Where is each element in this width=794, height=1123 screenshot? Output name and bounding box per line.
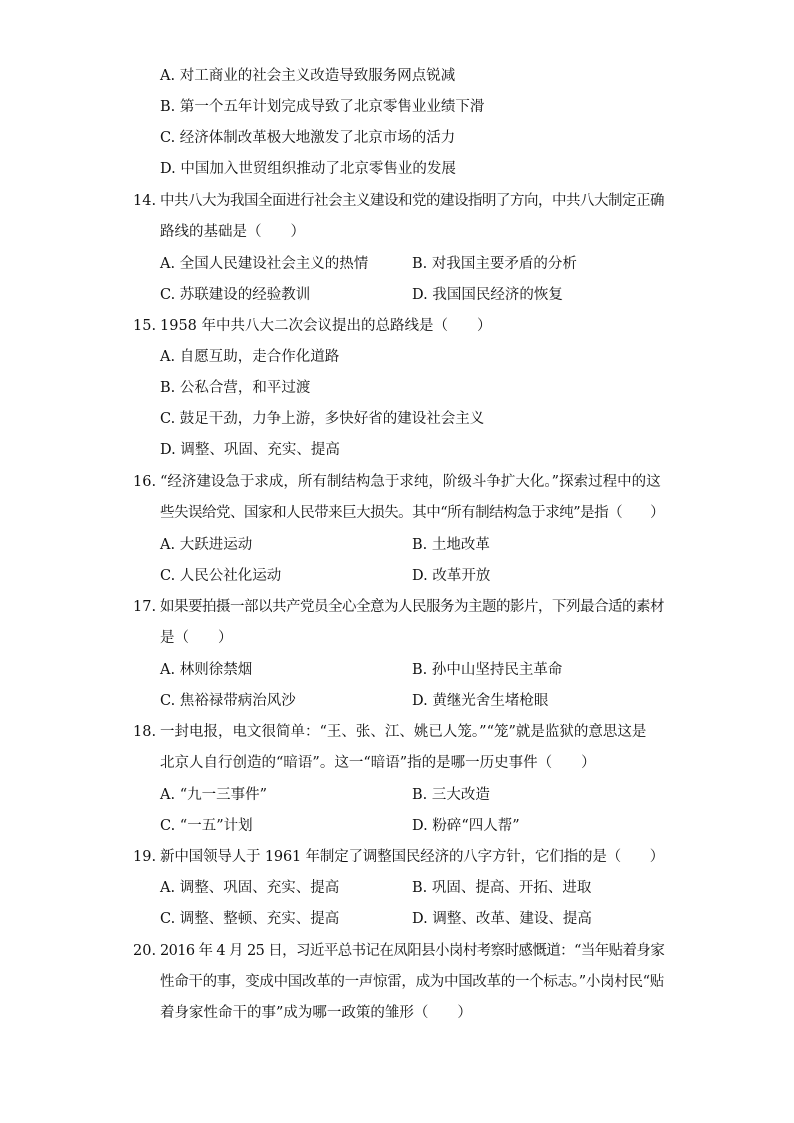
q18-option-d: D. 粉碎“四人帮” <box>412 818 520 834</box>
q19-option-a: A. 调整、巩固、充实、提高 <box>160 880 340 896</box>
q18-stem-line2: 北京人自行创造的“暗语”。这一“暗语”指的是哪一历史事件（ ） <box>160 755 596 771</box>
q17-stem-line1: 如果要拍摄一部以共产党员全心全意为人民服务为主题的影片，下列最合适的素材 <box>160 599 664 615</box>
q13-option-c: C. 经济体制改革极大地激发了北京市场的活力 <box>160 130 456 146</box>
q14-option-b: B. 对我国主要矛盾的分析 <box>412 256 577 272</box>
q14-stem-line1: 中共八大为我国全面进行社会主义建设和党的建设指明了方向，中共八大制定正确 <box>160 193 664 209</box>
q17-stem-line2: 是（ ） <box>160 630 233 646</box>
q14-option-a: A. 全国人民建设社会主义的热情 <box>160 256 369 272</box>
q16-stem-line2: 些失误给党、国家和人民带来巨大损失。其中“所有制结构急于求纯”是指（ ） <box>160 505 665 521</box>
q18-number: 18. <box>133 724 157 740</box>
q17-option-c: C. 焦裕禄带病治风沙 <box>160 693 296 709</box>
q17-number: 17. <box>133 599 157 615</box>
q16-option-d: D. 改革开放 <box>412 568 491 584</box>
q18-stem-line1: 一封电报，电文很简单：“王、张、江、姚已人笼。”“笼”就是监狱的意思这是 <box>160 724 647 740</box>
q14-number: 14. <box>133 193 157 209</box>
q13-option-d: D. 中国加入世贸组织推动了北京零售业的发展 <box>160 161 456 177</box>
q13-option-a: A. 对工商业的社会主义改造导致服务网点锐减 <box>160 68 456 84</box>
q14-option-d: D. 我国国民经济的恢复 <box>412 287 563 303</box>
q15-option-b: B. 公私合营，和平过渡 <box>160 380 311 396</box>
q19-stem-line1: 新中国领导人于 1961 年制定了调整国民经济的八字方针，它们指的是（ ） <box>160 849 665 865</box>
q15-stem-line1: 1958 年中共八大二次会议提出的总路线是（ ） <box>160 318 492 334</box>
q15-option-d: D. 调整、巩固、充实、提高 <box>160 442 340 458</box>
q15-option-a: A. 自愿互助，走合作化道路 <box>160 349 340 365</box>
q20-stem-line3: 着身家性命干的事”成为哪一政策的雏形（ ） <box>160 1005 472 1021</box>
q19-option-b: B. 巩固、提高、开拓、进取 <box>412 880 592 896</box>
q20-number: 20. <box>133 943 157 959</box>
q15-option-c: C. 鼓足干劲，力争上游，多快好省的建设社会主义 <box>160 411 485 427</box>
q16-option-b: B. 土地改革 <box>412 537 490 553</box>
q15-number: 15. <box>133 318 157 334</box>
q17-option-d: D. 黄继光舍生堵枪眼 <box>412 693 549 709</box>
q16-option-a: A. 大跃进运动 <box>160 537 253 553</box>
q16-option-c: C. 人民公社化运动 <box>160 568 282 584</box>
q16-stem-line1: “经济建设急于求成，所有制结构急于求纯，阶级斗争扩大化。”探索过程中的这 <box>160 474 661 490</box>
q18-option-a: A. “九一三事件” <box>160 787 268 803</box>
q18-option-c: C. “一五”计划 <box>160 818 253 834</box>
q18-option-b: B. 三大改造 <box>412 787 490 803</box>
q14-option-c: C. 苏联建设的经验教训 <box>160 287 311 303</box>
q14-stem-line2: 路线的基础是（ ） <box>160 224 305 240</box>
q19-option-c: C. 调整、整顿、充实、提高 <box>160 911 340 927</box>
q20-stem-line1: 2016 年 4 月 25 日，习近平总书记在凤阳县小岗村考察时感慨道：“当年贴着身家 <box>160 943 665 959</box>
q17-option-a: A. 林则徐禁烟 <box>160 662 253 678</box>
q13-option-b: B. 第一个五年计划完成导致了北京零售业业绩下滑 <box>160 99 485 115</box>
q19-number: 19. <box>133 849 157 865</box>
q19-option-d: D. 调整、改革、建设、提高 <box>412 911 592 927</box>
q16-number: 16. <box>133 474 157 490</box>
q20-stem-line2: 性命干的事，变成中国改革的一声惊雷，成为中国改革的一个标志。”小岗村民“贴 <box>160 974 664 990</box>
q17-option-b: B. 孙中山坚持民主革命 <box>412 662 563 678</box>
